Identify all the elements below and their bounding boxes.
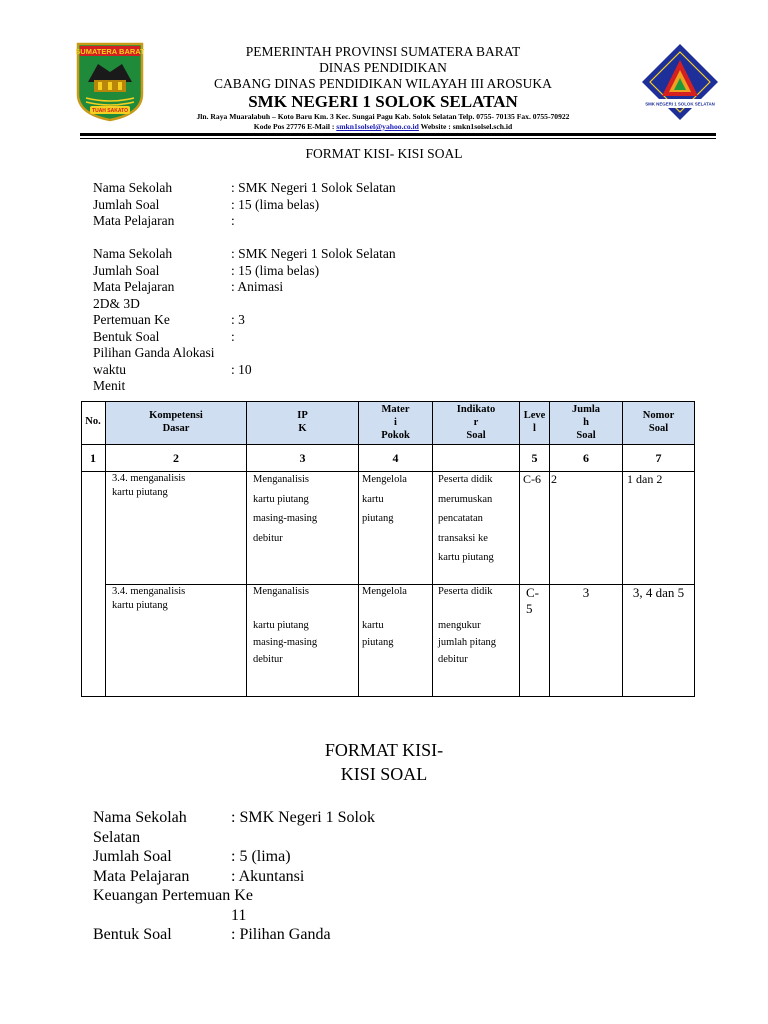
info-value: : 15 (lima belas) bbox=[231, 196, 320, 212]
letterhead-rule-thick bbox=[80, 133, 716, 136]
info-label: Bentuk Soal bbox=[93, 926, 172, 943]
cell-jumlah: 2 bbox=[551, 472, 557, 486]
info-label: Bentuk Soal bbox=[93, 328, 160, 344]
cell-materi: Mengelola kartu piutang bbox=[362, 474, 407, 524]
kop-contact-prefix: Kode Pos 27776 E-Mail : bbox=[253, 122, 335, 131]
info-value: 11 bbox=[231, 906, 247, 924]
kisi-kisi-table bbox=[81, 401, 695, 697]
col-number: 6 bbox=[583, 451, 589, 465]
th-ipk: IP K bbox=[297, 410, 308, 434]
letterhead bbox=[150, 44, 616, 132]
cell-nomor: 3, 4 dan 5 bbox=[632, 585, 685, 600]
col-number: 5 bbox=[531, 451, 538, 465]
kop-contact bbox=[150, 122, 616, 132]
cell-materi: Mengelola kartu piutang bbox=[362, 586, 407, 648]
info-label: Nama Sekolah bbox=[93, 246, 173, 261]
title2-line-2: KISI SOAL bbox=[340, 764, 428, 784]
th-materi-pokok: Mater i Pokok bbox=[381, 404, 410, 441]
cell-level: C- 5 bbox=[526, 585, 539, 616]
smk-solok-selatan-logo bbox=[640, 42, 720, 122]
info-label: Nama Sekolah bbox=[93, 809, 187, 826]
th-level: Leve l bbox=[523, 410, 546, 434]
cell-indikator: Peserta didik mengukur jumlah pitang debitur bbox=[438, 586, 497, 665]
th-no: No. bbox=[85, 416, 101, 427]
info-label: Pertemuan Ke bbox=[93, 312, 170, 327]
info-value: : 5 (lima) bbox=[231, 848, 291, 865]
info-label: Mata Pelajaran bbox=[93, 867, 190, 885]
th-kompetensi-dasar: Kompetensi Dasar bbox=[149, 410, 203, 434]
info-value: : Akuntansi bbox=[231, 867, 305, 885]
cell-nomor: 1 dan 2 bbox=[627, 472, 663, 486]
th-nomor-soal: Nomor Soal bbox=[642, 410, 675, 434]
info-label: Pilihan Ganda Alokasi bbox=[93, 345, 215, 360]
cell-level: C-6 bbox=[523, 472, 541, 486]
info-label: Jumlah Soal bbox=[93, 262, 160, 278]
info-value: : Pilihan Ganda bbox=[231, 926, 331, 943]
info-value: : bbox=[231, 328, 235, 344]
cell-jumlah: 3 bbox=[582, 585, 590, 600]
svg-text:SMK NEGERI 1 SOLOK SELATAN: SMK NEGERI 1 SOLOK SELATAN bbox=[645, 101, 715, 107]
info-label: Jumlah Soal bbox=[93, 196, 160, 212]
info-label: Mata Pelajaran bbox=[93, 213, 175, 228]
col-number: 4 bbox=[392, 451, 399, 465]
info-value: : bbox=[231, 213, 235, 228]
kop-line-agency: DINAS PENDIDIKAN bbox=[319, 60, 447, 75]
col-number: 2 bbox=[173, 451, 179, 465]
info-value: : SMK Negeri 1 Solok Selatan bbox=[231, 246, 396, 261]
th-indikator-soal: Indikato r Soal bbox=[456, 404, 496, 441]
info-value: : 3 bbox=[231, 312, 245, 327]
kop-address: Jln. Raya Muaralabuh – Koto Baru Km. 3 Kec. Sungai Pagu Kab. Solok Selatan Telp. 0755- 70135 Fax. 0755-70922 bbox=[196, 112, 570, 121]
cell-ipk: Menganalisis kartu piutang masing-masing debitur bbox=[253, 474, 318, 544]
col-number: 1 bbox=[90, 451, 96, 465]
info-value: : 15 (lima belas) bbox=[231, 262, 320, 278]
cell-ipk: Menganalisis kartu piutang masing-masing debitur bbox=[253, 586, 318, 665]
letterhead-rule-thin bbox=[80, 138, 716, 139]
document-title-2 bbox=[0, 738, 768, 786]
title2-line-1: FORMAT KISI- bbox=[324, 740, 444, 760]
kop-line-government: PEMERINTAH PROVINSI SUMATERA BARAT bbox=[245, 44, 521, 59]
col-number: 7 bbox=[655, 451, 662, 465]
th-jumlah-soal: Jumla h Soal bbox=[571, 404, 600, 441]
info-value: : 10 bbox=[231, 361, 252, 377]
kop-line-branch: CABANG DINAS PENDIDIKAN WILAYAH III AROSUKA bbox=[214, 76, 552, 91]
info-label: Menit bbox=[93, 378, 126, 393]
info-label: Keuangan Pertemuan Ke bbox=[93, 887, 253, 904]
info-label: Mata Pelajaran bbox=[93, 279, 175, 294]
info-value: : SMK Negeri 1 Solok bbox=[231, 809, 375, 826]
kop-contact-website: Website : smkn1solsel.sch.id bbox=[420, 122, 513, 131]
svg-text:SUMATERA BARAT: SUMATERA BARAT bbox=[76, 47, 144, 56]
west-sumatra-logo bbox=[76, 42, 144, 122]
document-title: FORMAT KISI- KISI SOAL bbox=[305, 146, 463, 161]
info-value: : Animasi bbox=[231, 279, 284, 294]
cell-kd: 3.4. menganalisis kartu piutang bbox=[112, 586, 186, 611]
info-label: waktu bbox=[93, 361, 126, 377]
email-link[interactable]: smkn1solsel@yahoo.co.id bbox=[336, 122, 419, 131]
cell-kd: 3.4. menganalisis kartu piutang bbox=[112, 473, 186, 498]
cell-indikator: Peserta didik merumuskan pencatatan transaksi ke kartu piutang bbox=[438, 474, 494, 563]
svg-text:TUAH SAKATO: TUAH SAKATO bbox=[92, 108, 128, 114]
kop-school-name: SMK NEGERI 1 SOLOK SELATAN bbox=[248, 92, 518, 111]
col-number: 3 bbox=[299, 451, 306, 465]
info-value: : SMK Negeri 1 Solok Selatan bbox=[231, 180, 396, 195]
info-label: Selatan bbox=[93, 828, 141, 846]
info-label: 2D& 3D bbox=[93, 295, 140, 311]
info-label: Jumlah Soal bbox=[93, 848, 172, 865]
info-label: Nama Sekolah bbox=[93, 180, 173, 195]
table-grid bbox=[81, 401, 695, 697]
